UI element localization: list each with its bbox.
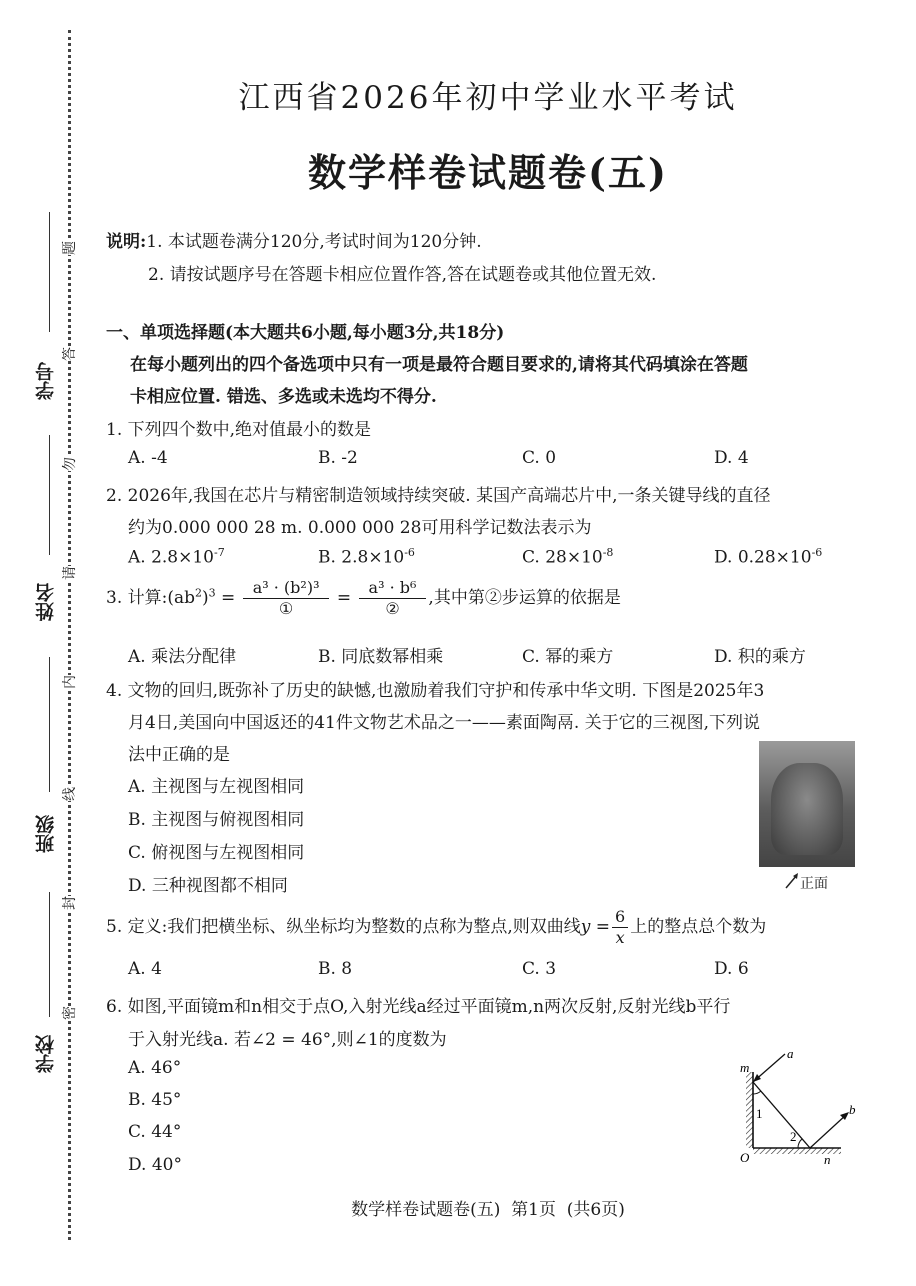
seal-char: 答 — [59, 347, 79, 361]
q5-suffix: 上的整点总个数为 — [630, 917, 767, 937]
fraction-numerator: a³ · b⁶ — [359, 578, 427, 599]
q4-stem: 法中正确的是 — [128, 745, 230, 765]
q2-stem: 约为0.000 000 28 m. 0.000 000 28可用科学记数法表示为 — [128, 518, 592, 538]
q5-stem — [106, 907, 766, 948]
q2-option-c — [522, 546, 613, 568]
q3-step2-fraction — [359, 578, 427, 619]
q5-option-c: C. 3 — [522, 959, 557, 979]
q3-option-b: B. 同底数幂相乘 — [318, 647, 444, 667]
q2-stem: 2. 2026年,我国在芯片与精密制造领域持续突破. 某国产高端芯片中,一条关键导线的直径 — [106, 486, 771, 506]
banji-blank — [49, 657, 50, 792]
q4-stem: 4. 文物的回归,既弥补了历史的缺憾,也激励着我们守护和传承中华文明. 下图是2025年3 — [106, 681, 765, 701]
instruction-item: 2. 请按试题序号在答题卡相应位置作答,答在试题卷或其他位置无效. — [148, 265, 657, 285]
instructions-line1 — [106, 227, 482, 252]
q3-paren: ) — [202, 588, 209, 608]
xuexiao-blank — [49, 892, 50, 1017]
option-text: A. 2.8×10 — [128, 547, 214, 568]
option-text: B. 2.8×10 — [318, 547, 405, 568]
q1-stem: 1. 下列四个数中,绝对值最小的数是 — [106, 420, 372, 440]
xingming-blank — [49, 435, 50, 555]
q4-option-b: B. 主视图与俯视图相同 — [128, 810, 305, 830]
q2-option-a — [128, 546, 225, 568]
xuehao-blank — [49, 212, 50, 332]
q5-option-d: D. 6 — [714, 959, 749, 979]
q4-option-d: D. 三种视图都不相同 — [128, 876, 288, 896]
q5-prefix: 5. 定义:我们把横坐标、纵坐标均为整数的点称为整点,则双曲线 — [106, 917, 581, 937]
exponent: -8 — [602, 546, 614, 559]
label-o: O — [740, 1150, 750, 1165]
seal-char: 题 — [59, 241, 79, 255]
instructions-label: 说明: — [106, 232, 147, 252]
pottery-photo — [759, 741, 855, 867]
q3-step1-fraction — [243, 578, 330, 619]
xuexiao-label: 学校 — [35, 1035, 57, 1073]
q3-equals: = — [336, 588, 352, 608]
paper-title: 数学样卷试题卷(五) — [308, 150, 668, 195]
q4-stem: 月4日,美国向中国返还的41件文物艺术品之一——素面陶鬲. 关于它的三视图,下列说 — [128, 713, 761, 733]
q5-option-a: A. 4 — [128, 959, 162, 979]
q6-option-c: C. 44° — [128, 1122, 182, 1142]
xuehao-label: 学号 — [35, 362, 57, 400]
pottery-shape — [771, 763, 843, 855]
option-text: C. 28×10 — [522, 547, 603, 568]
fraction-numerator: 6 — [612, 907, 628, 928]
label-angle-1: 1 — [756, 1106, 763, 1121]
q3-option-c: C. 幂的乘方 — [522, 647, 614, 667]
q5-option-b: B. 8 — [318, 959, 353, 979]
section-title: 一、单项选择题(本大题共6小题,每小题3分,共18分) — [106, 323, 505, 343]
option-text: D. 0.28×10 — [714, 547, 812, 568]
q6-stem: 6. 如图,平面镜m和n相交于点O,入射光线a经过平面镜m,n两次反射,反射光线b平行 — [106, 997, 731, 1017]
instruction-item: 1. 本试题卷满分120分,考试时间为120分钟. — [146, 232, 482, 252]
mirror-m-hatch — [746, 1072, 753, 1148]
step-marker: ② — [385, 599, 400, 618]
exponent: 2 — [195, 586, 203, 600]
exponent: -6 — [404, 546, 415, 559]
exponent: -7 — [214, 546, 225, 559]
label-angle-2: 2 — [790, 1129, 797, 1144]
q6-option-b: B. 45° — [128, 1090, 182, 1110]
seal-char: 请 — [59, 566, 79, 580]
q2-option-d — [714, 546, 822, 568]
q6-stem: 于入射光线a. 若∠2 = 46°,则∠1的度数为 — [128, 1030, 447, 1050]
fraction-numerator: a³ · (b²)³ — [243, 578, 330, 599]
q3-equals: = — [215, 588, 236, 608]
seal-char: 密 — [59, 1006, 79, 1020]
label-m: m — [740, 1060, 750, 1075]
seal-dotted-line — [68, 30, 71, 1240]
label-a: a — [787, 1046, 794, 1061]
label-n: n — [824, 1152, 831, 1167]
q1-option-c: C. 0 — [522, 448, 557, 468]
seal-char: 封 — [59, 896, 79, 910]
q1-option-a: A. -4 — [128, 448, 168, 468]
q1-option-b: B. -2 — [318, 448, 358, 468]
angle-1-arc — [753, 1091, 761, 1094]
seal-char: 内 — [59, 675, 79, 689]
mirror-diagram — [730, 1042, 865, 1167]
seal-char: 勿 — [59, 457, 79, 471]
label-b: b — [849, 1102, 856, 1117]
page-footer: 数学样卷试题卷(五) 第1页 (共6页) — [351, 1200, 625, 1220]
q5-fraction — [612, 907, 628, 948]
section-desc: 卡相应位置. 错选、多选或未选均不得分. — [130, 387, 437, 407]
q6-option-d: D. 40° — [128, 1155, 182, 1175]
q3-option-d: D. 积的乘方 — [714, 647, 806, 667]
exponent: 3 — [208, 586, 216, 600]
q4-option-a: A. 主视图与左视图相同 — [128, 777, 305, 797]
seal-char: 线 — [59, 787, 79, 801]
q5-y-equals: y = — [580, 917, 611, 937]
q6-option-a: A. 46° — [128, 1058, 182, 1078]
q3-prefix: 3. 计算:(ab — [106, 588, 196, 608]
q1-option-d: D. 4 — [714, 448, 749, 468]
step-marker: ① — [278, 599, 294, 618]
angle-2-arc — [798, 1139, 802, 1148]
q4-option-c: C. 俯视图与左视图相同 — [128, 843, 305, 863]
ray-b — [810, 1114, 847, 1148]
xingming-label: 姓名 — [35, 583, 57, 621]
fraction-denominator: x — [615, 928, 625, 947]
front-arrow-icon — [784, 872, 800, 890]
exam-title: 江西省2026年初中学业水平考试 — [238, 80, 738, 116]
section-desc: 在每小题列出的四个备选项中只有一项是最符合题目要求的,请将其代码填涂在答题 — [130, 355, 748, 375]
q3-option-a: A. 乘法分配律 — [128, 647, 237, 667]
exponent: -6 — [811, 546, 823, 559]
front-label: 正面 — [800, 876, 828, 892]
q2-option-b — [318, 546, 415, 568]
q3-suffix: ,其中第②步运算的依据是 — [428, 588, 621, 608]
q3-stem — [106, 578, 621, 619]
banji-label: 班级 — [35, 815, 57, 853]
